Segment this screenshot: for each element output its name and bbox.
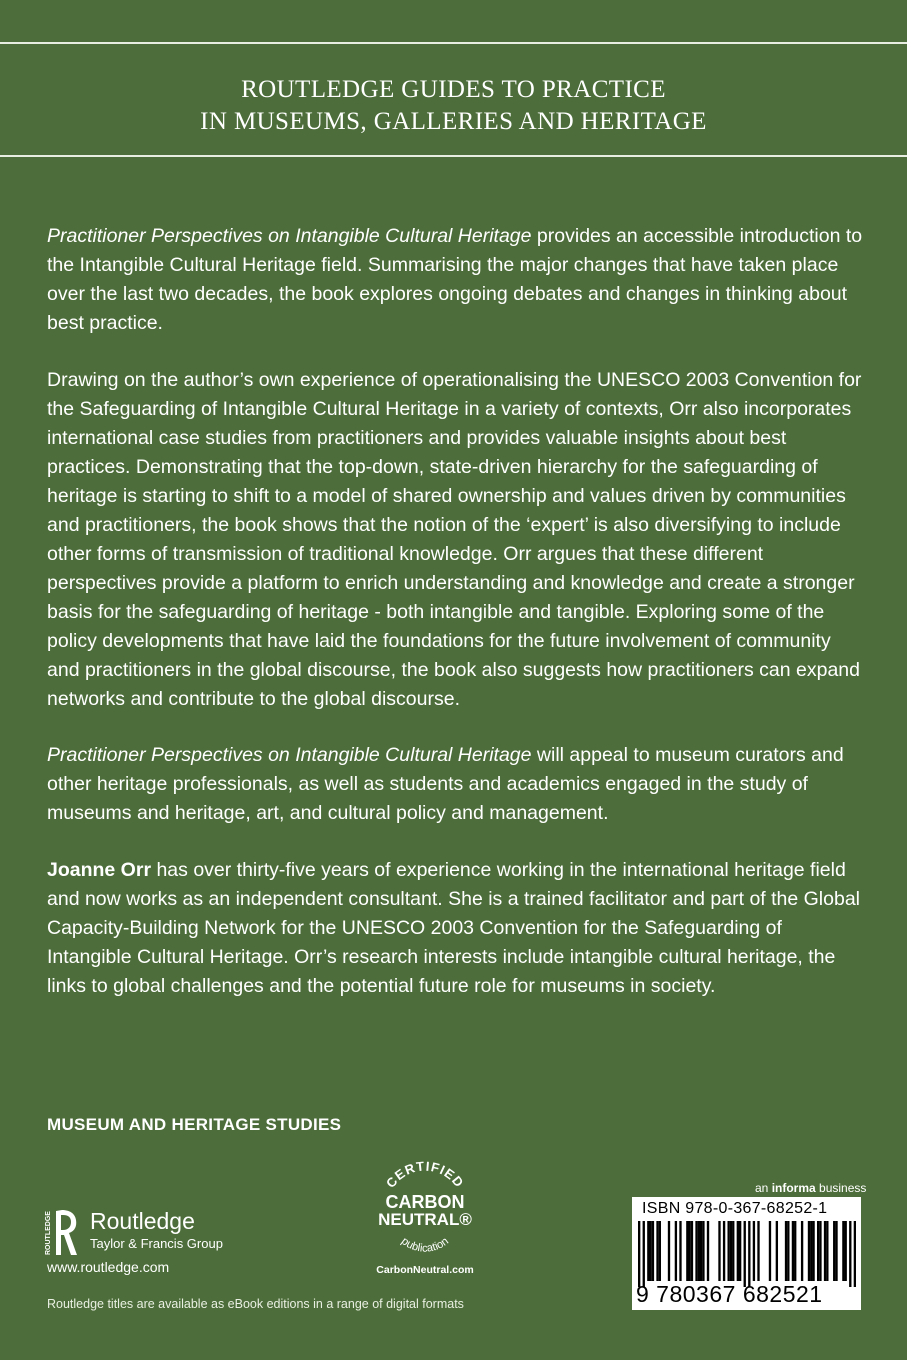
routledge-logo [42, 1205, 262, 1260]
blurb-paragraph-3-text: will appeal to museum curators and other heritage professionals, as well as students and academics engaged in the study of museums and heritage, art, and cultural policy and management. [47, 744, 844, 824]
author-bio-text: has over thirty-five years of experience working in the international heritage field and now works as an independent consultant. She is a trained facilitator and part of the Global Capacity-Building Network for the UNESCO 2003 Convention for the Safeguarding of Intangible Cultural Heritage. Orr’s research interests include intangible cultural heritage, the links to global challenges and the potential future role for museums in society. [47, 859, 861, 997]
informa-tagline [755, 1181, 866, 1195]
barcode-bar [833, 1221, 835, 1281]
barcode-bar [792, 1221, 794, 1281]
barcode-bar [718, 1221, 720, 1281]
barcode-bar [753, 1221, 755, 1281]
barcode-bar [702, 1221, 704, 1281]
barcode-bar [808, 1221, 810, 1281]
isbn-label: ISBN 978-0-367-68252-1 [642, 1200, 828, 1217]
blurb-paragraph-1-text: provides an accessible introduction to the Intangible Cultural Heritage field. Summarising the major changes that have taken place over the last two decades, the book explores ongoing debates and changes in thinking about best practice. [47, 225, 863, 334]
top-rule [0, 42, 907, 44]
blurb-paragraph-3 [47, 741, 867, 828]
barcode-bar [744, 1221, 746, 1287]
carbon-publication-text: publication [398, 1235, 452, 1255]
barcode-bar [776, 1221, 778, 1281]
barcode-bar [835, 1221, 837, 1281]
barcode-bar [812, 1221, 814, 1281]
taylor-francis-group: Taylor & Francis Group [90, 1236, 223, 1251]
author-name: Joanne Orr [47, 859, 152, 881]
barcode-bar [732, 1221, 734, 1281]
barcode-bar [842, 1221, 844, 1281]
author-bio [47, 856, 867, 1001]
barcode-bar [668, 1221, 670, 1281]
barcode-bar [730, 1221, 732, 1281]
barcode-bar [757, 1221, 759, 1281]
svg-text:CERTIFIED [383, 1158, 467, 1190]
informa-brand: informa [771, 1181, 816, 1195]
barcode-bar [647, 1221, 649, 1281]
series-title [0, 74, 907, 138]
barcode-bar [737, 1221, 739, 1281]
barcode-bar [785, 1221, 787, 1281]
book-title: Practitioner Perspectives on Intangible Cultural Heritage [47, 225, 532, 247]
blurb [47, 222, 867, 1029]
barcode-bar [723, 1221, 725, 1281]
barcode-bar [810, 1221, 812, 1281]
barcode-bar [826, 1221, 828, 1281]
barcode-bar [686, 1221, 688, 1281]
informa-prefix: an [755, 1181, 772, 1195]
carbon-line1: CARBON [385, 1192, 465, 1212]
svg-text:publication [399, 1235, 451, 1254]
barcode-bar [819, 1221, 821, 1281]
barcode-bar [691, 1221, 693, 1281]
barcode-bar [652, 1221, 654, 1281]
barcode-bar [688, 1221, 690, 1281]
barcode-bar [707, 1221, 709, 1281]
barcode-bar [638, 1221, 640, 1287]
carbon-line2: NEUTRAL® [378, 1210, 472, 1229]
barcode-bar [656, 1221, 658, 1281]
barcode-bar [817, 1221, 819, 1281]
barcode-bar [643, 1221, 645, 1287]
barcode-bar [727, 1221, 729, 1281]
subject-category: MUSEUM AND HERITAGE STUDIES [47, 1115, 342, 1134]
barcode-bar [649, 1221, 651, 1281]
barcode-bar [794, 1221, 796, 1281]
carbon-certified-text: CERTIFIED [382, 1158, 468, 1191]
bottom-rule [0, 155, 907, 157]
informa-suffix: business [815, 1181, 867, 1195]
isbn-digits: 9 780367 682521 [636, 1281, 823, 1307]
blurb-paragraph-2: Drawing on the author’s own experience of operationalising the UNESCO 2003 Convention for the Safeguarding of Intangible Cultural Heritage in a variety of contexts, Orr also incorporates international case studies from practitioners and provides valuable insights about best practices. Demonstrating that the top-down, state-driven hierarchy for the safeguarding of heritage is starting to shift to a model of shared ownership and values driven by communities and practitioners, the book shows that the notion of the ‘expert’ is also diversifying to include other forms of transmission of traditional knowledge. Orr argues that these different perspectives provide a platform to enrich understanding and knowledge and create a stronger basis for the safeguarding of heritage - both intangible and tangible. Exploring some of the policy developments that have laid the foundations for the future involvement of community and practitioners in the global discourse, the book also suggests how practitioners can expand networks and contribute to the global discourse. [47, 369, 862, 710]
isbn-barcode [632, 1197, 861, 1310]
barcode-bar [700, 1221, 702, 1281]
carbon-neutral-url: CarbonNeutral.com [376, 1264, 474, 1276]
barcode-bar [739, 1221, 741, 1281]
barcode-bar [801, 1221, 803, 1281]
barcode-bar [849, 1221, 851, 1287]
blurb-paragraph-1 [47, 222, 867, 338]
barcode-bar [854, 1221, 856, 1287]
barcode-bar [787, 1221, 789, 1281]
barcode-bar [679, 1221, 681, 1281]
barcode-bar [675, 1221, 677, 1281]
barcode-bar [769, 1221, 771, 1281]
routledge-vertical-wordmark: ROUTLEDGE [45, 1211, 52, 1255]
barcode-bar [748, 1221, 750, 1287]
barcode-bar [695, 1221, 697, 1281]
series-title-line1: ROUTLEDGE GUIDES TO PRACTICE [241, 76, 666, 103]
barcode-bar [659, 1221, 661, 1281]
routledge-mark-icon [42, 1205, 78, 1257]
barcode-bar [845, 1221, 847, 1281]
barcode-bar [824, 1221, 826, 1281]
carbon-neutral-badge [366, 1152, 484, 1278]
barcode-bar [698, 1221, 700, 1281]
carbon-neutral-seal-icon [366, 1152, 484, 1264]
book-title: Practitioner Perspectives on Intangible Cultural Heritage [47, 744, 532, 766]
series-title-line2: IN MUSEUMS, GALLERIES AND HERITAGE [200, 108, 707, 135]
barcode-bars [638, 1221, 856, 1287]
publisher-url[interactable]: www.routledge.com [47, 1259, 170, 1275]
routledge-name: Routledge [90, 1208, 195, 1234]
ebook-note: Routledge titles are available as eBook editions in a range of digital formats [47, 1297, 464, 1311]
